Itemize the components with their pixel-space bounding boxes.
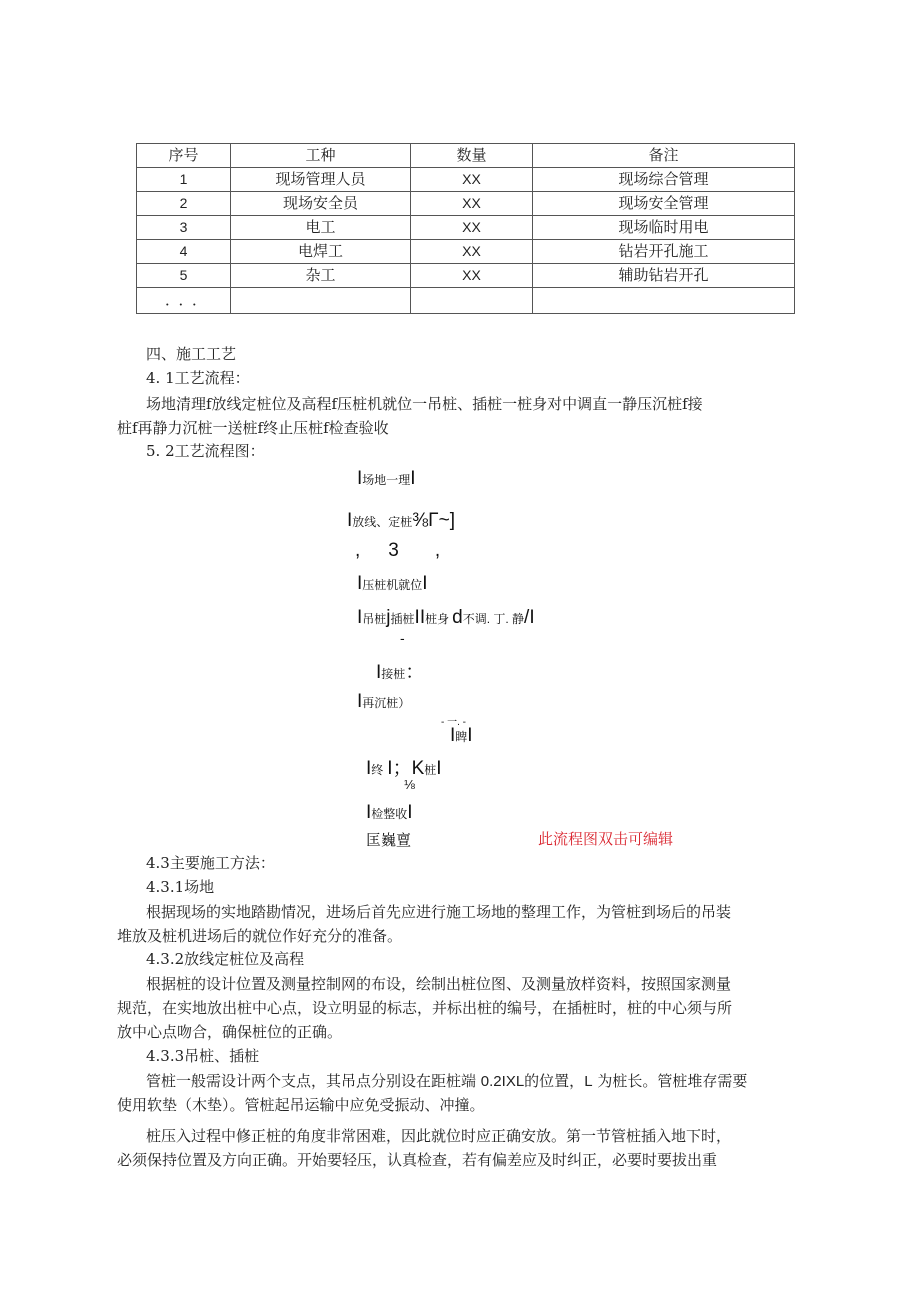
text-run: 管桩一般需设计两个支点，其吊点分别设在距桩端 (146, 1072, 477, 1090)
subsection-title: 4.3.1场地 (146, 878, 215, 896)
cell-trade: 电焊工 (231, 240, 411, 264)
subsection-title: 5. 2工艺流程图： (146, 442, 265, 460)
flow-node-resink: I再沉桩） (357, 691, 411, 712)
flow-node-joint: I接桩： (376, 662, 425, 683)
flow-connector: , 3 , (355, 540, 441, 561)
flow-node-stop-press: I终 I；K桩I (366, 758, 442, 779)
paragraph-line: 桩压入过程中修正桩的角度非常困难，因此就位时应正确安放。第一节管桩插入地下时， (146, 1127, 732, 1145)
text-run: 0.2IXL (480, 1073, 525, 1090)
flow-connector: ⅛ (404, 777, 415, 792)
text-run: 的位置， (524, 1072, 585, 1090)
cell-trade: 电工 (231, 216, 411, 240)
cell-remark: 钻岩开孔施工 (533, 240, 795, 264)
paragraph-line: 放中心点吻合，确保桩位的正确。 (117, 1023, 343, 1041)
flow-node-send-pile: I睥I (450, 725, 473, 746)
cell-trade: 现场管理人员 (231, 168, 411, 192)
paragraph-line: 桩f再静力沉桩一送桩f终止压桩f检查验收 (117, 419, 389, 437)
cell-qty: XX (411, 216, 533, 240)
text-run: L (584, 1073, 593, 1090)
text-run: 为桩长。管桩堆存需要 (597, 1072, 748, 1090)
cell-qty: XX (411, 168, 533, 192)
paragraph-line: 堆放及桩机进场后的就位作好充分的准备。 (117, 927, 403, 945)
cell-trade: 现场安全员 (231, 192, 411, 216)
cell-seq: 5 (137, 264, 231, 288)
section-title: 四、施工工艺 (146, 345, 237, 363)
flow-node-pile-machine: I压桩机就位I (357, 573, 428, 594)
cell-seq: 1 (137, 168, 231, 192)
subsection-title: 4.3.2放线定桩位及高程 (146, 950, 305, 968)
cell-seq: 4 (137, 240, 231, 264)
flow-connector: - (400, 630, 405, 646)
subsection-title: 4. 1工艺流程： (146, 369, 250, 387)
flow-connector: - 一. - (441, 717, 466, 728)
subsection-title: 4.3.3吊桩、插桩 (146, 1047, 260, 1065)
cell-remark: 现场临时用电 (533, 216, 795, 240)
paragraph-line: 使用软垫（木垫）。管桩起吊运输中应免受振动、冲撞。 (117, 1096, 485, 1114)
subsection-title: 4.3主要施工方法： (146, 854, 275, 872)
cell-seq: ．．． (137, 288, 231, 314)
cell-qty: XX (411, 240, 533, 264)
header-remark: 备注 (533, 144, 795, 168)
edit-hint: 此流程图双击可编辑 (538, 830, 674, 848)
cell-seq: 3 (137, 216, 231, 240)
flow-node-site-clear: I场地一理I (357, 468, 416, 489)
paragraph-line: 场地清理f放线定桩位及高程f压桩机就位一吊桩、插桩一桩身对中调直一静压沉桩f接 (146, 395, 703, 413)
cell-seq: 2 (137, 192, 231, 216)
flow-node-inspect: I检整收I (366, 802, 413, 823)
flow-node-lift-insert: I吊桩j插桩II桩身 d不调. 丁. 静/I (357, 607, 535, 628)
header-trade: 工种 (231, 144, 411, 168)
cell-remark: 现场安全管理 (533, 192, 795, 216)
cell-qty: XX (411, 264, 533, 288)
cell-qty: XX (411, 192, 533, 216)
paragraph-line: 规范，在实地放出桩中心点，设立明显的标志，并标出桩的编号，在插桩时，桩的中心须与所 (117, 999, 733, 1017)
paragraph-line: 根据桩的设计位置及测量控制网的布设，绘制出桩位图、及测量放样资料，按照国家测量 (146, 975, 732, 993)
cell-remark: 辅助钻岩开孔 (533, 264, 795, 288)
flow-node-layout: I放线、定桩⅜Γ~] (347, 510, 455, 531)
cell-trade: 杂工 (231, 264, 411, 288)
cell-remark: 现场综合管理 (533, 168, 795, 192)
header-seq: 序号 (137, 144, 231, 168)
paragraph-line: 必须保持位置及方向正确。开始要轻压，认真检查，若有偏差应及时纠正，必要时要拔出重 (117, 1151, 718, 1169)
paragraph-line (146, 1071, 747, 1092)
paragraph-line: 根据现场的实地踏勘情况，进场后首先应进行施工场地的整理工作，为管桩到场后的吊装 (146, 903, 732, 921)
header-qty: 数量 (411, 144, 533, 168)
flow-node-garbled: 匡巍亶 (366, 831, 412, 849)
